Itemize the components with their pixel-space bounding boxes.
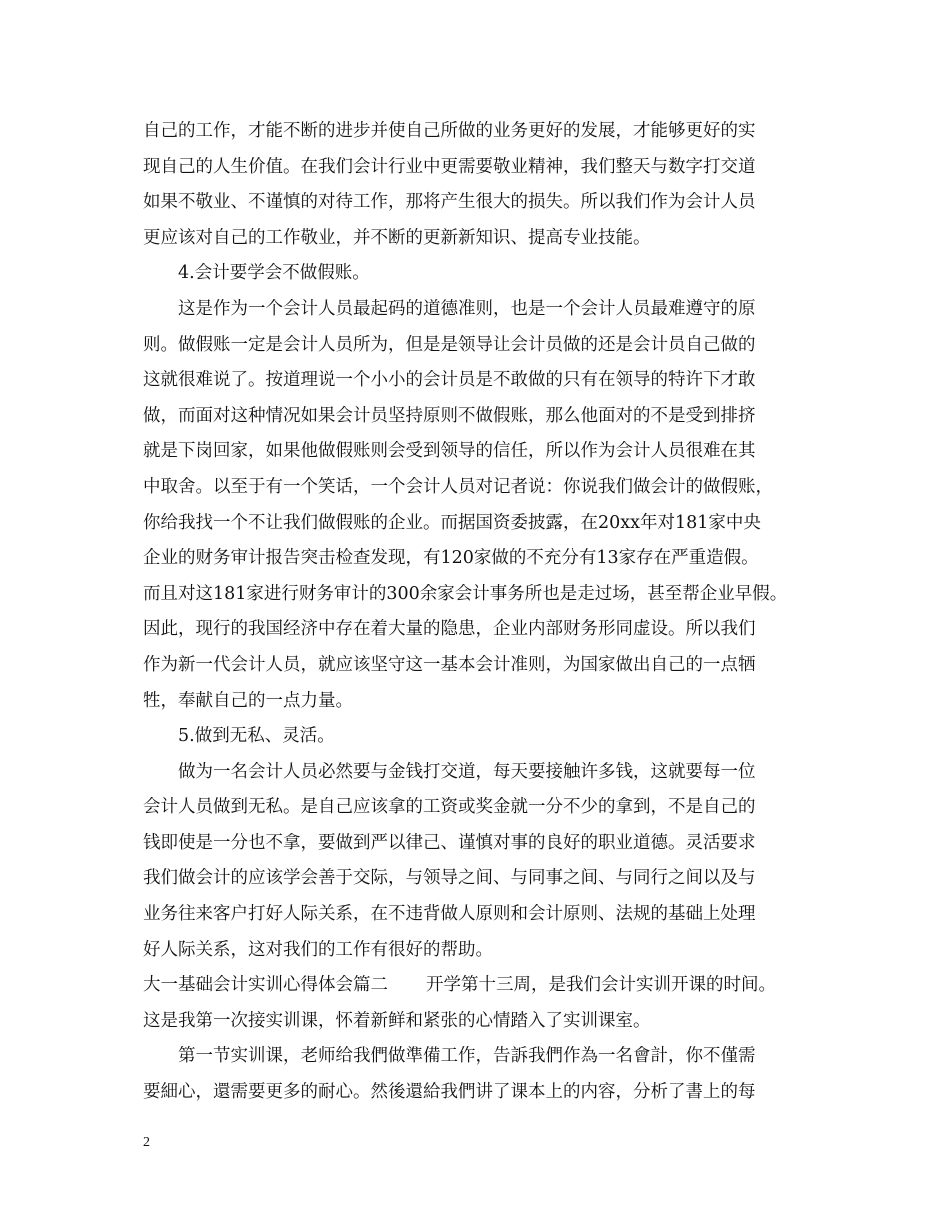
paragraph-line: 这就很难说了。按道理说一个小小的会计员是不敢做的只有在领导的特许下才敢 bbox=[143, 370, 756, 391]
paragraph-line: 而且对这181家进行财务审计的300余家会计事务所也是走过场，甚至帮企业早假。 bbox=[143, 583, 788, 604]
paragraph-line: 我们做会计的应该学会善于交际，与领导之间、与同事之间、与同行之间以及与 bbox=[143, 868, 756, 889]
paragraph-line: 要細心，還需要更多的耐心。然後還給我們讲了课本上的内容，分析了書上的每 bbox=[143, 1082, 756, 1103]
paragraph-line: 这是作为一个会计人员最起码的道德准则，也是一个会计人员最难遵守的原 bbox=[178, 298, 756, 319]
paragraph-line: 自己的工作，才能不断的进步并使自己所做的业务更好的发展，才能够更好的实 bbox=[143, 121, 756, 141]
paragraph-line: 钱即使是一分也不拿，要做到严以律己、谨慎对事的良好的职业道德。灵活要求 bbox=[143, 832, 756, 853]
paragraph-line: 则。做假账一定是会计人员所为，但是是领导让会计员做的还是会计员自己做的 bbox=[143, 334, 756, 355]
section-heading: 大一基础会计实训心得体会篇二 bbox=[143, 975, 388, 996]
page-number: 2 bbox=[143, 1135, 150, 1150]
paragraph-line: 因此，现行的我国经济中存在着大量的隐患，企业内部财务形同虚设。所以我们 bbox=[143, 619, 756, 640]
section-heading-line bbox=[143, 970, 823, 1000]
paragraph-line: 牲，奉献自己的一点力量。 bbox=[143, 690, 353, 711]
paragraph-line: 企业的财务审计报告突击检查发现，有120家做的不充分有13家存在严重造假。 bbox=[143, 548, 759, 569]
paragraph-line: 这是我第一次接实训课，怀着新鲜和紧张的心情踏入了实训课室。 bbox=[143, 1010, 651, 1031]
paragraph-line: 更应该对自己的工作敬业，并不断的更新新知识、提高专业技能。 bbox=[143, 227, 651, 248]
paragraph-line: 你给我找一个不让我们做假账的企业。而据国资委披露，在20xx年对181家中央 bbox=[143, 512, 761, 533]
paragraph-line: 如果不敬业、不谨慎的对待工作，那将产生很大的损失。所以我们作为会计人员 bbox=[143, 192, 756, 213]
item-heading-5: 5.做到无私、灵活。 bbox=[178, 726, 335, 747]
paragraph-line: 做为一名会计人员必然要与金钱打交道，每天要接触许多钱，这就要每一位 bbox=[178, 761, 756, 782]
paragraph-line: 现自己的人生价值。在我们会计行业中更需要敬业精神，我们整天与数字打交道 bbox=[143, 156, 756, 177]
item-heading-4: 4.会计要学会不做假账。 bbox=[178, 263, 370, 284]
paragraph-line: 中取舍。以至于有一个笑话，一个会计人员对记者说：你说我们做会计的做假账， bbox=[143, 476, 773, 497]
paragraph-line: 第一节实训课，老师给我們做準備工作，告訴我們作為一名會計，你不僅需 bbox=[178, 1046, 756, 1067]
paragraph-line: 就是下岗回家，如果他做假账则会受到领导的信任，所以作为会计人员很难在其 bbox=[143, 441, 756, 462]
paragraph-line: 作为新一代会计人员，就应该坚守这一基本会计准则，为国家做出自己的一点牺 bbox=[143, 654, 756, 675]
paragraph-line: 业务往来客户打好人际关系，在不违背做人原则和会计原则、法规的基础上处理 bbox=[143, 904, 756, 925]
document-body bbox=[143, 116, 823, 1113]
paragraph-line: 好人际关系，这对我们的工作有很好的帮助。 bbox=[143, 939, 493, 960]
paragraph-line: 做，而面对这种情况如果会计员坚持原则不做假账，那么他面对的不是受到排挤 bbox=[143, 405, 756, 426]
section-opening: 开学第十三周，是我们会计实训开课的时间。 bbox=[426, 975, 776, 996]
paragraph-line: 会计人员做到无私。是自己应该拿的工资或奖金就一分不少的拿到，不是自己的 bbox=[143, 797, 756, 818]
